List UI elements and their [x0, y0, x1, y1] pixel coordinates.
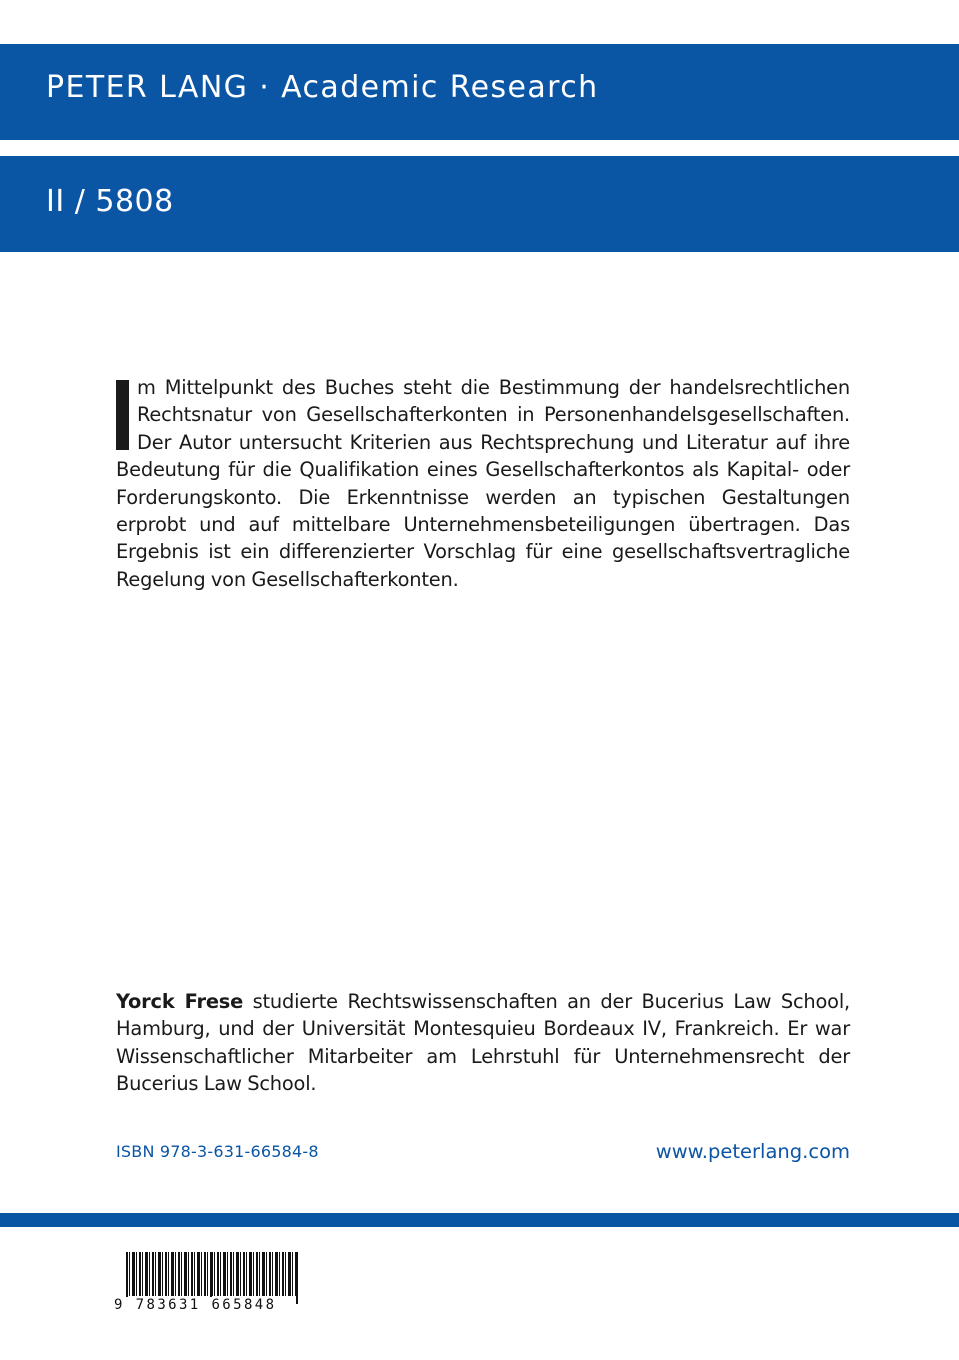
book-blurb — [116, 374, 850, 593]
barcode-bars — [126, 1252, 298, 1296]
drop-initial-i — [116, 380, 129, 450]
footer-band — [0, 1213, 959, 1227]
author-bio — [116, 988, 850, 1098]
blurb-text: m Mittelpunkt des Buches steht die Bestimmung der handelsrechtlichen Rechtsnatur von Gesellschafterkonten in Personenhandelsgesellschaften. Der Autor untersucht Kriterien aus Rechtsprechung und Literatur auf ihre Bedeutung für die Qualifikation eines Gesellschafterkontos als Kapital- oder Forderungskonto. Die Erkenntnisse werden an typischen Gestaltungen erprobt und auf mittelbare Unternehmensbeteiligungen übertragen. Das Ergebnis ist ein differenzierter Vorschlag für eine gesellschaftsvertragliche Regelung von Gesellschafterkonten. — [116, 376, 850, 591]
isbn: ISBN 978-3-631-66584-8 — [116, 1142, 319, 1161]
series-number-band — [0, 156, 959, 252]
publisher-website[interactable]: www.peterlang.com — [655, 1140, 850, 1163]
series-number: II / 5808 — [46, 184, 174, 219]
author-name: Yorck Frese — [116, 990, 244, 1013]
series-header-band — [0, 44, 959, 140]
isbn-barcode — [114, 1252, 298, 1312]
barcode-digits: 9 783631 665848 — [114, 1297, 277, 1313]
author-bio-text: studierte Rechtswissenschaften an der Bucerius Law School, Hamburg, und der Universität Montesquieu Bordeaux IV, Frankreich. Er war Wissenschaftlicher Mitarbeiter am Lehrstuhl für Unternehmensrecht der Bucerius Law School. — [116, 990, 850, 1096]
barcode-guard-right — [296, 1252, 298, 1304]
series-title: PETER LANG · Academic Research — [46, 70, 599, 105]
